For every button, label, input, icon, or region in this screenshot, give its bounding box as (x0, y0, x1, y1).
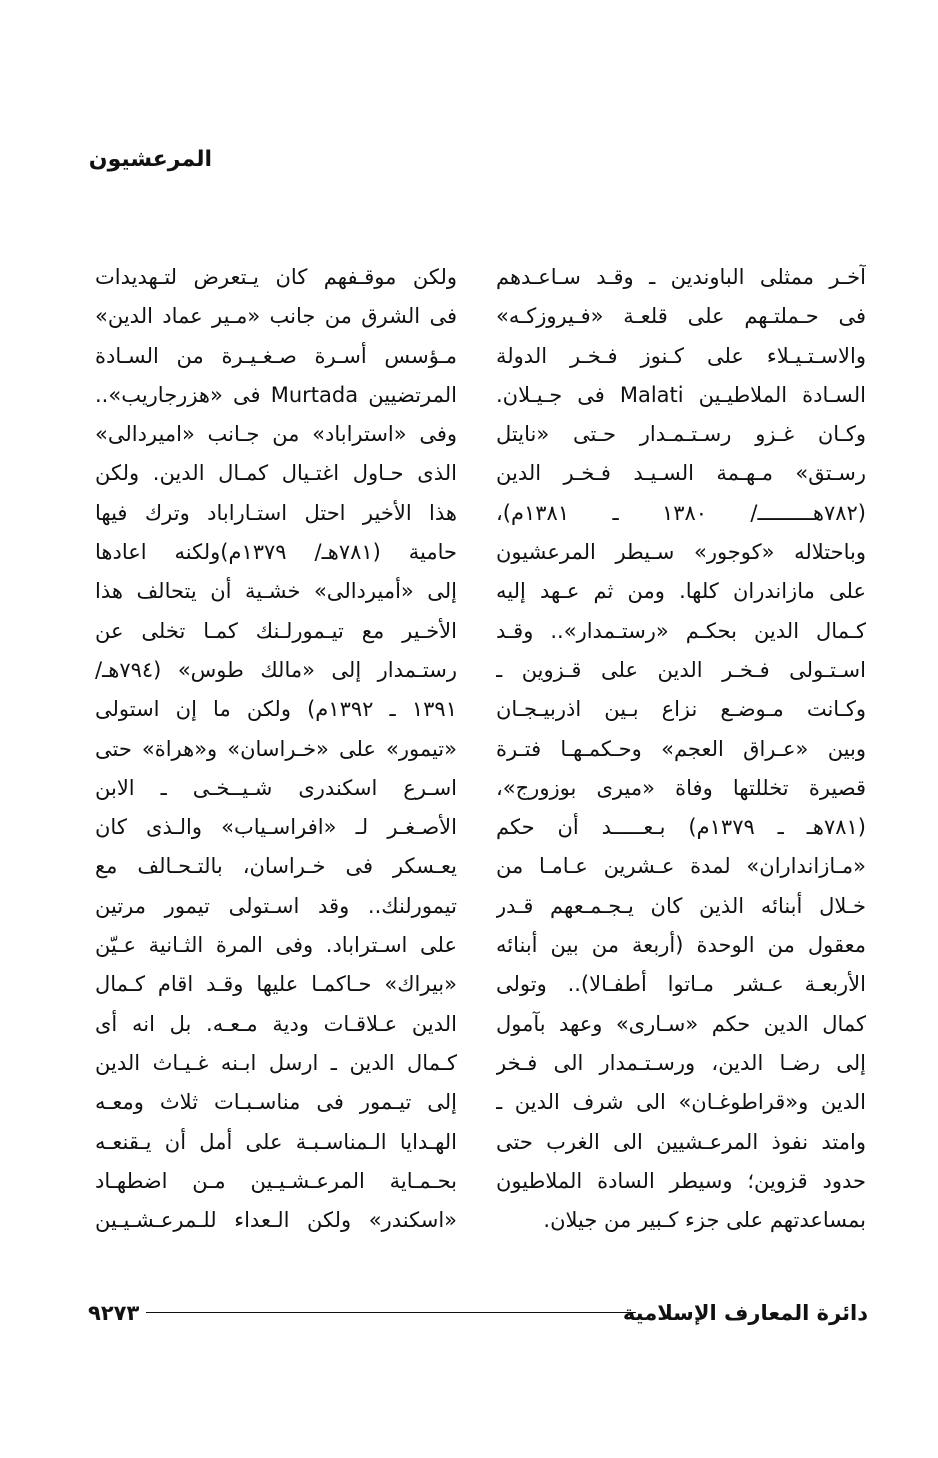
page-number: ٩٢٧٣ (88, 1301, 140, 1325)
text-line: اسـتـولى فـخـر الدين على قـزوين ـ (496, 657, 866, 682)
text-line: مـؤسس أسـرة صـغـيـرة من السـادة (95, 343, 457, 368)
text-line: اسـرع اسكندرى شـيــخـى ـ الابن (95, 775, 457, 800)
text-line: بحـمـاية المرعـشـيـين مـن اضطهـاد (95, 1168, 457, 1193)
text-line: وفى «استراباد» من جـانب «اميردالى» (95, 422, 457, 447)
text-line: كـمال الدين بحكـم «رستـمدار».. وقـد (496, 618, 866, 643)
text-line: «مـازانداران» لمدة عـشرين عـامـا من (496, 854, 866, 879)
text-line: هذا الأخير احتل استـاراباد وترك فيها (95, 500, 457, 525)
text-line: إلى رضـا الدين، ورسـتـمدار الى فـخر (496, 1050, 866, 1075)
text-line: رسـتق» مـهـمة السـيـد فـخـر الدين (496, 461, 866, 486)
text-line: حدود قزوين؛ وسيطر السادة الملاطيون (496, 1168, 866, 1193)
text-line: وكـانت مـوضـع نزاع بـين اذربيـجـان (496, 697, 866, 722)
footer-encyclopedia-title: دائرة المعارف الإسلامية (622, 1301, 868, 1325)
text-line: وبين «عـراق العجم» وحـكمـهـا فتـرة (496, 736, 866, 761)
text-line: على اسـتراباد. وفى المرة الثـانية عـيّن (95, 933, 457, 958)
text-line: على مازاندران كلها. ومن ثم عـهد إليه (496, 579, 866, 604)
text-line: «اسكندر» ولكن الـعداء للـمرعـشـيـين (95, 1208, 457, 1233)
running-header-title: المرعشيون (88, 147, 212, 172)
text-line: وكـان غـزو رسـتـمـدار حـتى «نايتل (496, 422, 866, 447)
text-line: إلى «أميردالى» خشـية أن يتحالف هذا (95, 579, 457, 604)
text-line: وامتد نفوذ المرعـشيين الى الغرب حتى (496, 1129, 866, 1154)
text-line: إلى تيـمور فى مناسـبـات ثلاث ومعـه (95, 1090, 457, 1115)
text-line: الدين عـلاقـات ودية مـعـه. بل انه أى (95, 1011, 457, 1036)
text-line: فى الشرق من جانب «مـير عماد الدين» (95, 304, 457, 329)
text-line: حامية (٧٨١هـ/ ١٣٧٩م)ولكنه اعادها (95, 540, 457, 565)
text-line: تيمورلنك.. وقد اسـتولى تيمور مرتين (95, 893, 457, 918)
text-line: كمال الدين حكم «سـارى» وعهد بآمول (496, 1011, 866, 1036)
text-line: رستـمدار إلى «مالك طوس» (٧٩٤هـ/ (95, 657, 457, 682)
footer-divider (146, 1312, 636, 1313)
text-line: (٧٨٢هـــــــــ/ ١٣٨٠ ـ ١٣٨١م)، (496, 500, 866, 525)
text-column-right (496, 258, 866, 1240)
text-line: فى حـملتـهم على قلعـة «فـيروزكـه» (496, 304, 866, 329)
text-line: الأخـير مع تيـمورلـنك كمـا تخلى عن (95, 618, 457, 643)
text-line: قصيرة تخللتها وفاة «ميرى بوزورج»، (496, 775, 866, 800)
text-line: ١٣٩١ ـ ١٣٩٢م) ولكن ما إن استولى (95, 697, 457, 722)
text-line: الأربعـة عـشر مـاتوا أطفـالا).. وتولى (496, 972, 866, 997)
text-line: الذى حـاول اغتـيال كمـال الدين. ولكن (95, 461, 457, 486)
text-line: ولكن موقـفهم كان يـتعرض لتـهديدات (95, 265, 457, 289)
text-line: (٧٨١هـ ـ ١٣٧٩م) بـعـــــد أن حكم (496, 815, 866, 840)
text-line: آخـر ممثلى الباوندين ـ وقـد سـاعـدهم (496, 265, 866, 289)
text-line: بمساعدتهم على جزء كـبير من جيلان. (543, 1208, 866, 1233)
text-line: والاسـتـيـلاء على كـنوز فـخـر الدولة (496, 343, 866, 368)
text-line: «بيراك» حـاكمـا عليها وقـد اقام كـمال (95, 972, 457, 997)
text-line: السـادة الملاطيـين Malati فى جـيـلان. (496, 382, 866, 407)
text-line: يعـسكر فى خـراسان، بالتـحـالف مع (95, 854, 457, 879)
text-line: الهـدايا الـمناسـبـة على أمل أن يـقنعـه (95, 1129, 457, 1154)
text-column-left (95, 258, 457, 1240)
text-line: المرتضيين Murtada فى «هزرجاريب».. (95, 382, 457, 407)
text-line: الدين و«قراطوغـان» الى شرف الدين ـ (496, 1090, 866, 1115)
text-line: خـلال أبنائه الذين كان يـجـمـعهم قـدر (496, 893, 866, 918)
text-line: كـمال الدين ـ ارسل ابـنه غـيـاث الدين (95, 1050, 457, 1075)
text-line: الأصـغـر لـ «افراسـياب» والـذى كان (95, 815, 457, 840)
text-line: وباحتلاله «كوجور» سـيطر المرعشيون (496, 540, 866, 565)
text-line: «تيمور» على «خـراسان» و«هراة» حتى (95, 736, 457, 761)
text-line: معقول من الوحدة (أربعة من بين أبنائه (496, 933, 866, 958)
